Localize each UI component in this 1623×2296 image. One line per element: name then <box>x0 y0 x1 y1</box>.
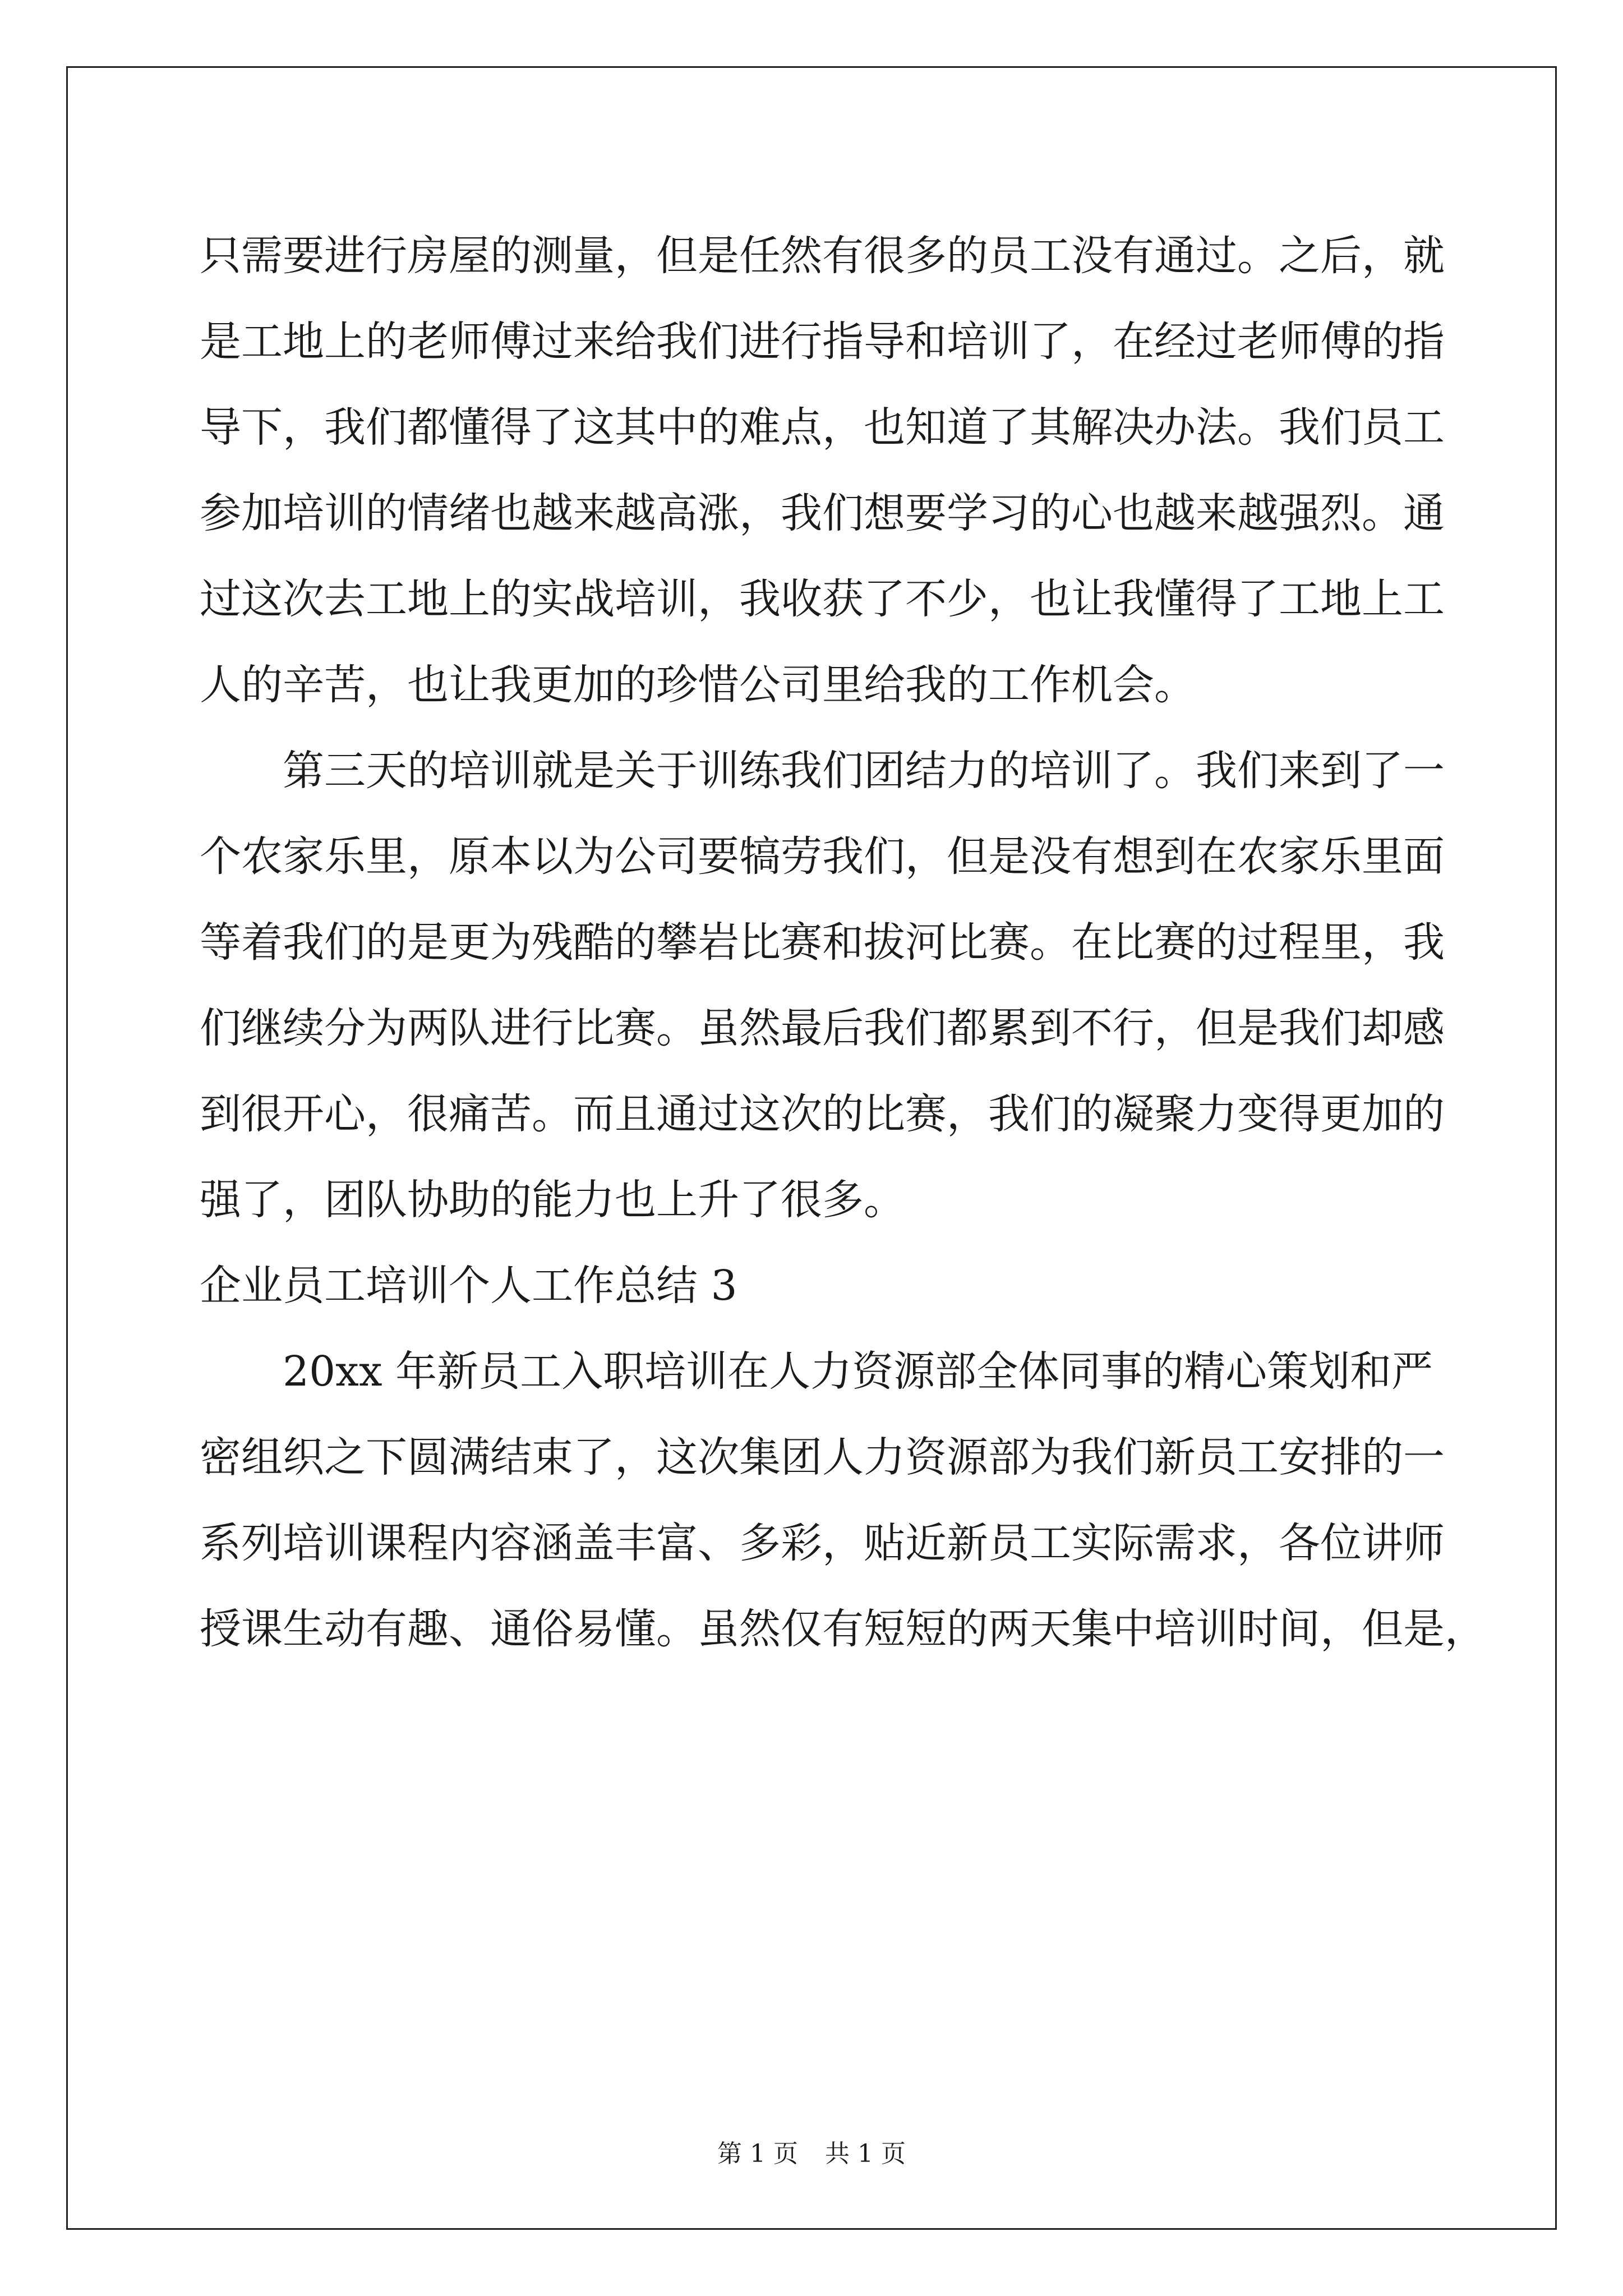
body-line: 过这次去工地上的实战培训，我收获了不少，也让我懂得了工地上工 <box>200 575 1445 623</box>
body-line: 系列培训课程内容涵盖丰富、多彩，贴近新员工实际需求，各位讲师 <box>200 1519 1445 1567</box>
body-line-paragraph-start: 第三天的培训就是关于训练我们团结力的培训了。我们来到了一 <box>283 747 1445 795</box>
body-line: 们继续分为两队进行比赛。虽然最后我们都累到不行，但是我们却感 <box>200 1004 1445 1052</box>
section-heading: 企业员工培训个人工作总结 3 <box>200 1262 737 1310</box>
body-line: 密组织之下圆满结束了，这次集团人力资源部为我们新员工安排的一 <box>200 1433 1445 1481</box>
body-line: 授课生动有趣、通俗易懂。虽然仅有短短的两天集中培训时间，但是， <box>200 1605 1486 1653</box>
body-line: 只需要进行房屋的测量，但是任然有很多的员工没有通过。之后，就 <box>200 232 1445 280</box>
body-line: 人的辛苦，也让我更加的珍惜公司里给我的工作机会。 <box>200 661 1196 709</box>
body-line: 到很开心，很痛苦。而且通过这次的比赛，我们的凝聚力变得更加的 <box>200 1090 1445 1138</box>
body-line: 导下，我们都懂得了这其中的难点，也知道了其解决办法。我们员工 <box>200 403 1445 452</box>
body-line: 等着我们的是更为残酷的攀岩比赛和拔河比赛。在比赛的过程里，我 <box>200 918 1445 967</box>
page-number: 第 1 页 <box>717 2139 798 2168</box>
page-footer <box>0 2137 1623 2171</box>
body-line: 参加培训的情绪也越来越高涨，我们想要学习的心也越来越强烈。通 <box>200 489 1445 537</box>
document-body <box>200 213 1486 1672</box>
body-line: 是工地上的老师傅过来给我们进行指导和培训了，在经过老师傅的指 <box>200 318 1445 366</box>
page-total: 共 1 页 <box>825 2139 906 2168</box>
body-line-paragraph-start: 20xx 年新员工入职培训在人力资源部全体同事的精心策划和严 <box>283 1347 1433 1396</box>
body-line: 强了，团队协助的能力也上升了很多。 <box>200 1176 905 1224</box>
body-line: 个农家乐里，原本以为公司要犒劳我们，但是没有想到在农家乐里面 <box>200 832 1445 881</box>
